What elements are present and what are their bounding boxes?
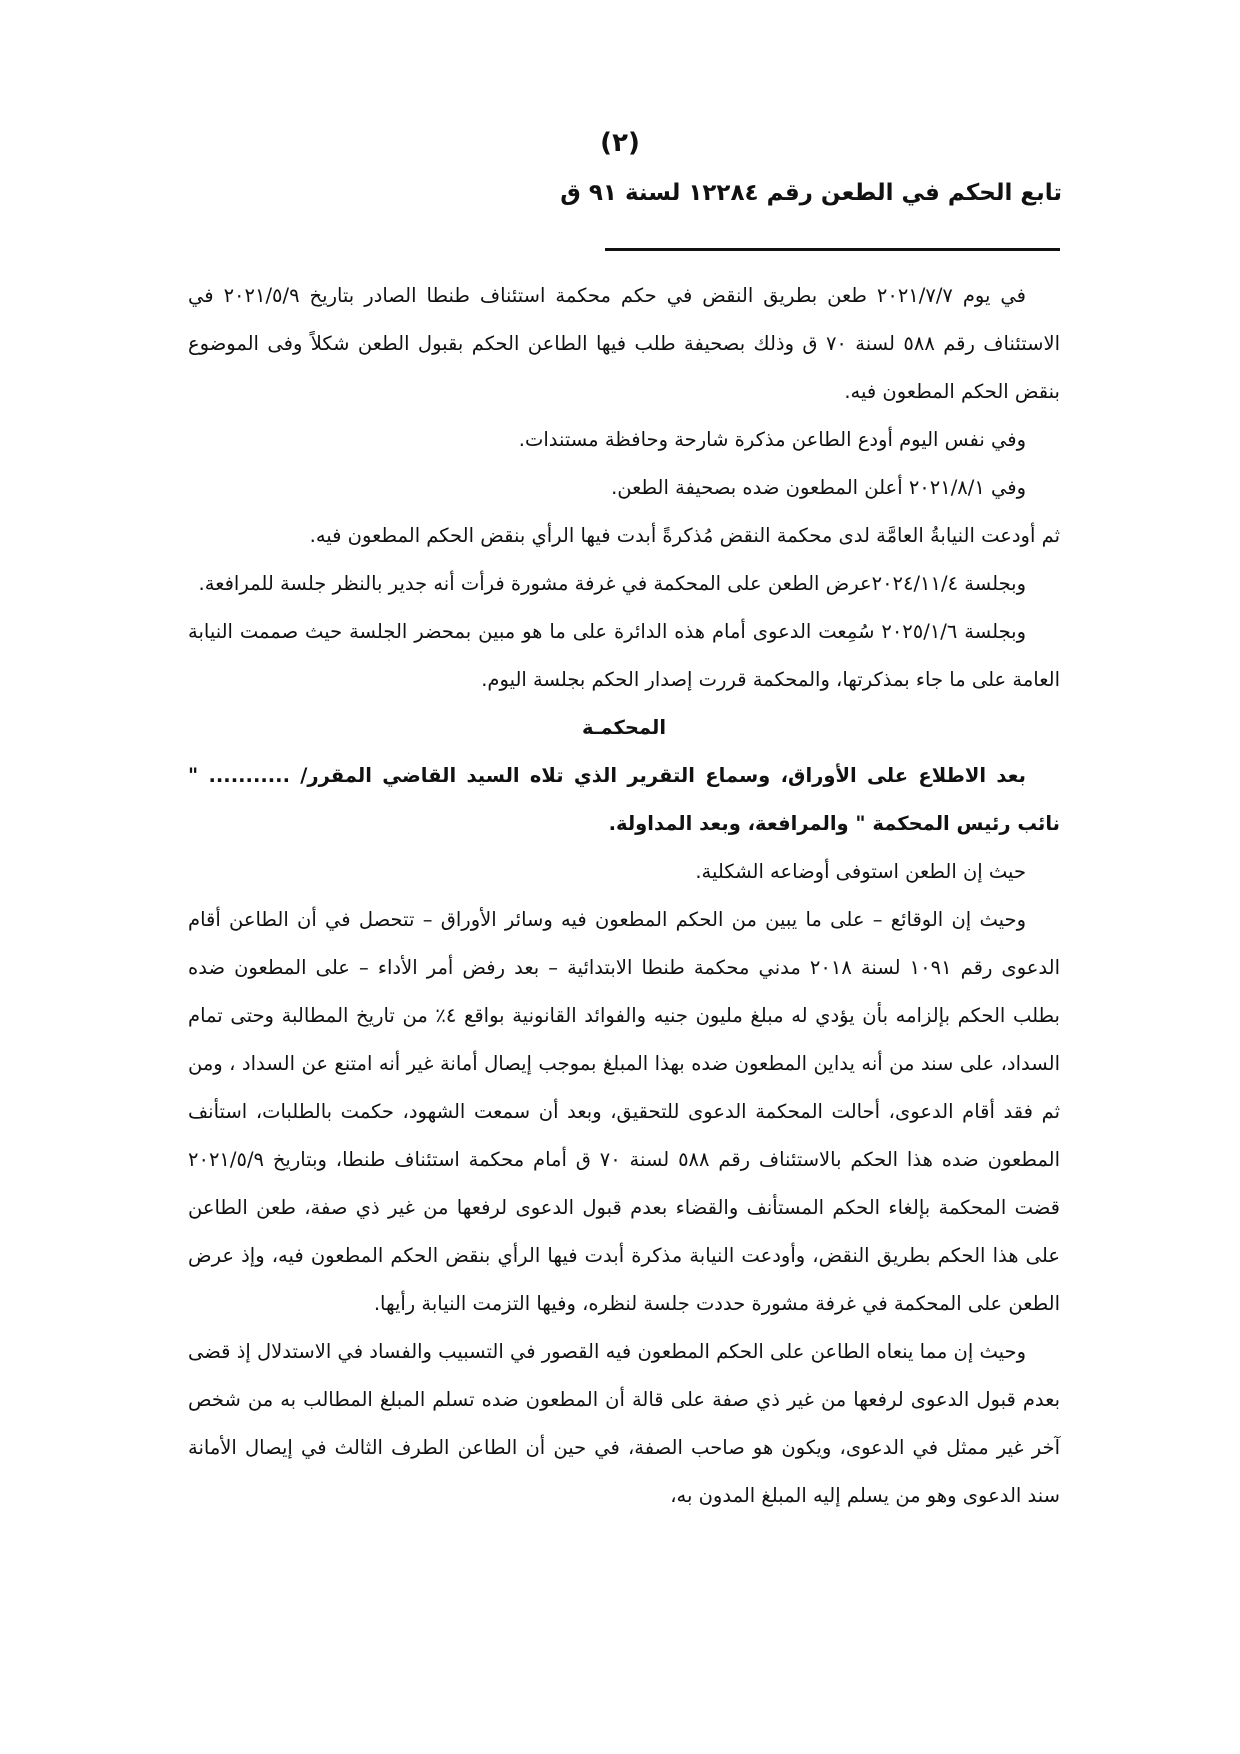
running-title: تابع الحكم في الطعن رقم ١٢٢٨٤ لسنة ٩١ ق [560, 180, 1062, 206]
document-body [188, 272, 1060, 1520]
paragraph-memo: وفي نفس اليوم أودع الطاعن مذكرة شارحة وحافظة مستندات. [518, 428, 1026, 451]
court-heading: المحكمـة [581, 716, 667, 739]
reason-facts: وحيث إن الوقائع – على ما يبين من الحكم المطعون فيه وسائر الأوراق – تتحصل في أن الطاعن أقام الدعوى رقم ١٠٩١ لسنة ٢٠١٨ مدني محكمة طنطا الابتدائية – بعد رفض أمر الأداء – على المطعون ضده بطلب الحكم بإلزامه بأن يؤدي له مبلغ مليون جنيه والفوائد القانونية بواقع ٤٪ من تاريخ المطالبة وحتى تمام السداد، على سند من أنه يداين المطعون ضده بهذا المبلغ بموجب إيصال أمانة غير أنه امتنع عن السداد ، ومن ثم فقد أقام الدعوى، أحالت المحكمة الدعوى للتحقيق، وبعد أن سمعت الشهود، حكمت بالطلبات، استأنف المطعون ضده هذا الحكم بالاستئناف رقم ٥٨٨ لسنة ٧٠ ق أمام محكمة استئناف طنطا، وبتاريخ ٢٠٢١/٥/٩ قضت المحكمة بإلغاء الحكم المستأنف والقضاء بعدم قبول الدعوى لرفعها من غير ذي صفة، طعن الطاعن على هذا الحكم بطريق النقض، وأودعت النيابة مذكرة أبدت فيها الرأي بنقض الحكم المطعون فيه، وإذ عرض الطعن على المحكمة في غرفة مشورة حددت جلسة لنظره، وفيها التزمت النيابة رأيها. [188, 908, 1060, 1315]
paragraph-notice: وفي ٢٠٢١/٨/١ أعلن المطعون ضده بصحيفة الطعن. [611, 476, 1026, 499]
deliberation-statement: بعد الاطلاع على الأوراق، وسماع التقرير الذي تلاه السيد القاضي المقرر/ ........... " نائب رئيس المحكمة " والمرافعة، وبعد المداولة. [188, 764, 1060, 835]
paragraph-prosecution: ثم أودعت النيابةُ العامَّة لدى محكمة النقض مُذكرةً أبدت فيها الرأي بنقض الحكم المطعون فيه. [309, 524, 1060, 547]
paragraph-appeal-filing: في يوم ٢٠٢١/٧/٧ طعن بطريق النقض في حكم محكمة استئناف طنطا الصادر بتاريخ ٢٠٢١/٥/٩ في الاستئناف رقم ٥٨٨ لسنة ٧٠ ق وذلك بصحيفة طلب فيها الطاعن الحكم بقبول الطعن شكلاً وفى الموضوع بنقض الحكم المطعون فيه. [188, 284, 1060, 403]
reason-grounds: وحيث إن مما ينعاه الطاعن على الحكم المطعون فيه القصور في التسبيب والفساد في الاستدلال إذ قضى بعدم قبول الدعوى لرفعها من غير ذي صفة على قالة أن المطعون ضده تسلم المبلغ المطالب به من شخص آخر غير ممثل في الدعوى، ويكون هو صاحب الصفة، في حين أن الطاعن الطرف الثالث في إيصال الأمانة سند الدعوى وهو من يسلم إليه المبلغ المدون به، [188, 1340, 1060, 1507]
reason-formal: حيث إن الطعن استوفى أوضاعه الشكلية. [695, 860, 1026, 883]
header-divider [605, 248, 1060, 251]
page-number: (٢) [600, 128, 640, 158]
paragraph-hearing: وبجلسة ٢٠٢٥/١/٦ سُمِعت الدعوى أمام هذه الدائرة على ما هو مبين بمحضر الجلسة حيث صممت النيابة العامة على ما جاء بمذكرتها، والمحكمة قررت إصدار الحكم بجلسة اليوم. [188, 620, 1060, 691]
paragraph-consultation: وبجلسة ٢٠٢٤/١١/٤عرض الطعن على المحكمة في غرفة مشورة فرأت أنه جدير بالنظر جلسة للمرافعة. [198, 572, 1026, 595]
